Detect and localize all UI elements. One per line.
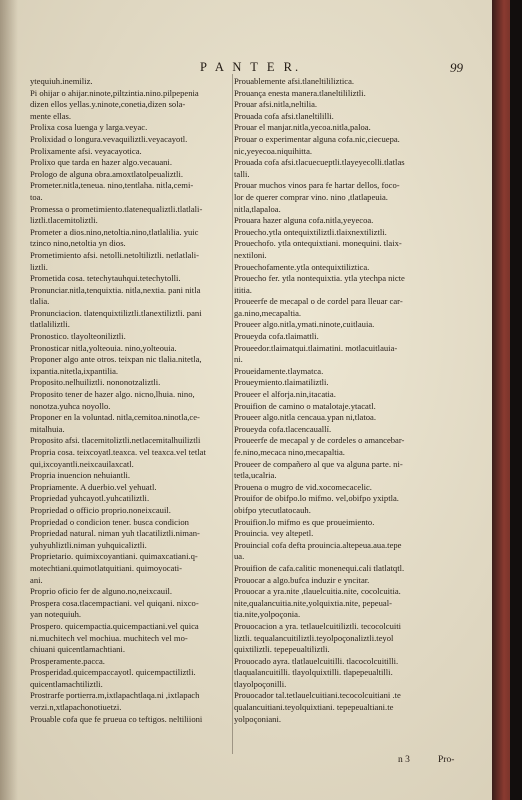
text-line: lor de querer comprar vino. nino ,tlatlapeuia. (234, 191, 388, 202)
text-line: Prouifor de obifpo.lo mifmo. vel,obifpo yxiptla. (234, 493, 399, 504)
text-line: Prouar o experimentar alguna cofa.nic,ciecuepa. (234, 133, 400, 144)
text-line: Promessa o prometimiento.tlatenequaliztli.tlatlali- (30, 203, 203, 214)
text-line: tlalia. (30, 296, 50, 307)
gutter-shadow (0, 0, 18, 800)
text-line: Prouocar a algo.bufca induzir e yncitar. (234, 574, 370, 585)
text-line: toa. (30, 191, 43, 202)
text-line: yolpoçoniani. (234, 713, 282, 724)
text-line: Prolixamente afsi. veyacayotica. (30, 145, 142, 156)
text-line: Pronunciar.nitla,tenquixtia. nitla,nextia. pani nitla (30, 284, 201, 295)
text-line: Proprietario. quimixcoyantiani. quimaxcatiani.q- (30, 551, 198, 562)
text-line: Prouifion de camino o matalotaje.ytacatl. (234, 400, 376, 411)
text-line: obifpo ytecutlatocauh. (234, 504, 311, 515)
text-line: Prouena o mugro de vid.xocomecacelic. (234, 481, 372, 492)
text-line: Propriedad natural. niman yuh tlacatiliztli.niman- (30, 528, 200, 539)
text-line: ani. (30, 574, 43, 585)
text-line: Proueerfe de mecapal y de cordeles o amancebar- (234, 435, 405, 446)
text-line: Prouocado ayra. tlatlauelcuitilli. tlacocolcuitilli. (234, 655, 399, 666)
text-line: Propriamente. A duerbio.vel yehuatl. (30, 481, 157, 492)
text-line: Prolixidad o longura.vevaquiliztli.veyacayotl. (30, 133, 188, 144)
text-line: Proposito.nelhuiliztli. nononotzaliztli. (30, 377, 161, 388)
text-line: Prospera cosa.tlacempactiani. vel quiqani. nixco- (30, 597, 199, 608)
text-line: mitalhuia. (30, 423, 65, 434)
text-line: Proueyda cofa.tlacencauallí. (234, 423, 332, 434)
text-line: Prolixo que tarda en hazer algo.vecauani. (30, 157, 172, 168)
text-line: Prostrarfe portierra.m,ixtlapachtlaqa.ni ,ixtlapach (30, 690, 200, 701)
text-line: Propria inuencion nehuiantli. (30, 470, 130, 481)
running-title: P A N T E R. (200, 60, 302, 74)
text-line: talli. (234, 168, 250, 179)
text-line: Prouecho fer. ytla nontequixtia. ytla ytechpa nicte (234, 273, 405, 284)
text-line: nite,qualancuitia.nite,yolquixtia.nite, pepeual- (234, 597, 392, 608)
signature-mark: n 3 (398, 755, 410, 765)
text-line: ni.muchitech vel mochiua. muchitech vel mo- (30, 632, 188, 643)
text-line: Propriedad o officio proprio.noneixcauil. (30, 504, 171, 515)
text-line: Prometimiento afsi. netolli.netoltiliztli. netlatlali- (30, 249, 199, 260)
text-line: Prouincia. vey altepetl. (234, 528, 314, 539)
text-line: liztli. (30, 261, 48, 272)
background-edge (510, 0, 522, 800)
text-line: yuhyuhliztli.niman yuhquicaliztli. (30, 539, 147, 550)
text-line: Prouara hazer alguna cofa.nitla,yeyecoa. (234, 215, 374, 226)
text-line: Propriedad o condicion tener. busca condicion (30, 516, 189, 527)
text-line: Proueedor.tlaimatqui.tlaimatini. motlacuitlauia- (234, 342, 398, 353)
text-line: nitla,tlapaloa. (234, 203, 281, 214)
right-column (234, 76, 456, 725)
text-line: Prouocador tal.tetlauelcuitiani.tecocolcuitiani .te (234, 690, 401, 701)
text-line: qui,ixcoyantli.neixcauilaxcatl. (30, 458, 134, 469)
text-line: nic,yeyecoa.niquihitta. (234, 145, 313, 156)
text-line: ititia. (234, 284, 252, 295)
text-line: Proueerfe de mecapal o de cordel para lleuar car- (234, 296, 403, 307)
text-line: fe.nino,mecaca nino,mecapaltia. (234, 447, 345, 457)
text-line: Prosperidad.quicempaccayotl. quicempactiliztli. (30, 667, 196, 678)
text-line: tzinco nino,netoltia yn dios. (30, 238, 126, 249)
text-line: qualancuitiani.teyolquixtiani. tepepeualtiani.te (234, 702, 394, 713)
text-line: Prouada cofa afsi.tlacuecueptli.tlayeyecolli.tlatlas (234, 157, 405, 168)
text-line: Prouar afsi.nitla,neltilia. (234, 99, 318, 110)
text-line: mente ellas. (30, 110, 72, 121)
text-line: Pronosticar nitla,yolteouia. nino,yolteouia. (30, 342, 177, 353)
text-line: Prouechofo. ytla ontequixtiani. monequini. tlaix- (234, 238, 402, 249)
text-line: Prometer.nitla,teneua. nino,tentlaha. nitla,cemi- (30, 180, 194, 191)
text-line: Prouifion de cafa.calitic monenequi.cali tlatlatqtl. (234, 562, 405, 573)
text-line: Proponer en la voluntad. nitla,cemitoa.ninotla,ce- (30, 412, 200, 423)
text-line: Prouança enesta manera.tlaneltililiztli. (234, 87, 366, 98)
text-line: Prouar el manjar.nitla,yecoa.nitla,paloa. (234, 122, 371, 133)
text-line: Prometer a dios.nino,netoltia.nino,tlatlalilia. yuic (30, 226, 199, 237)
text-line: Proueer algo.nitla cencaua.ypan ni,tlatoa. (234, 412, 376, 423)
text-line: ni. (234, 354, 243, 365)
text-line: ua. (234, 551, 245, 562)
text-line: Proprio oficio fer de alguno.no,neixcauil. (30, 586, 172, 597)
text-line: nonotza.yuhca noyollo. (30, 400, 111, 411)
text-line: Propria cosa. teixcoyatl.teaxca. vel teaxca.vel tetlat (30, 447, 206, 457)
text-line: verzi.n,xtlapachonotiuetzi. (30, 702, 122, 713)
column-rule (232, 74, 233, 754)
text-line: Prometida cosa. tetechytauhqui.tetechytolli. (30, 273, 181, 284)
text-line: Prospero. quicempactia.quicempactiani.vel quica (30, 620, 199, 631)
text-line: Proueyda cofa.tlaimattli. (234, 331, 319, 342)
text-line: Proposito afsi. tlacemitoliztli.netlacemitalhuiliztli (30, 435, 201, 446)
text-line: ytequiuh.inemiliz. (30, 76, 93, 86)
text-line: yan notequiuh. (30, 609, 82, 620)
text-line: Prosperamente.pacca. (30, 655, 105, 666)
text-line: liztli.tlacemitoliztli. (30, 215, 98, 226)
text-line: ga.nino,mecapaltia. (234, 307, 302, 318)
text-line: liztli. tequalancuitiliztli.teyolpoçonaliztli.teyol (234, 632, 394, 643)
catchword: Pro- (438, 755, 455, 765)
page-number: 99 (450, 60, 463, 75)
text-line: Pronunciacion. tlatenquixtiliztli.tlanextiliztli. pani (30, 307, 202, 318)
text-line: Pronostico. tlayolteoniliztli. (30, 331, 126, 342)
text-line: Prouable cofa que fe prueua co teftigos. neltiliioni (30, 713, 203, 724)
text-line: Prouar muchos vinos para fe hartar dellos, foco- (234, 180, 400, 191)
text-line: tlatlaliliztli. (30, 319, 70, 330)
text-line: Prouecho.ytla ontequixtiliztli.tlaixnextiliztli. (234, 226, 387, 237)
text-line: Proposito tener de hazer algo. nicno,lhuia. nino, (30, 389, 195, 400)
left-column (30, 76, 230, 725)
text-line: tia.nite,yolpoçonia. (234, 609, 301, 620)
text-line: quixtiliztli. tepepeualtiliztli. (234, 644, 330, 655)
text-line: tlaqualancuitilli. tlayolquixtilli. tlapepeualtilli. (234, 667, 393, 678)
text-line: tlayolpoçonilli. (234, 678, 287, 689)
text-line: Prouincial cofa defta prouincia.altepeua.aua.tepe (234, 539, 402, 550)
text-line: Prouablemente afsi.tlaneltililiztica. (234, 76, 355, 86)
text-line: quicentlamachtiliztli. (30, 678, 103, 689)
text-line: chiuani quicentlamachtiani. (30, 644, 125, 655)
text-line: Proponer algo ante otros. teixpan nic tlalia.nitetla, (30, 354, 202, 365)
text-line: Proueer de compañero al que va alguna parte. ni- (234, 458, 403, 469)
text-line: Proueidamente.tlaymatca. (234, 365, 324, 376)
text-line: Prouada cofa afsi.tlaneltililli. (234, 110, 334, 121)
text-line: nextiloni. (234, 249, 267, 260)
text-line: Prolixa cosa luenga y larga.veyac. (30, 122, 148, 133)
text-line: dizen ellos yellas.y.ninote,conetia,dizen sola- (30, 99, 186, 110)
text-line: Proueer algo.nitla,ymati.ninote,cuitlauia. (234, 319, 375, 330)
text-line: tetla,ucalria. (234, 470, 277, 481)
text-line: Prouifion.lo mifmo es que proueimiento. (234, 516, 375, 527)
text-line: motechtiani.quimotlatquitiani. quimoyocati- (30, 562, 183, 573)
text-line: Prouocar a yra.nite ,tlauelcuitia.nite, cocolcuitia. (234, 586, 401, 597)
text-line: Proueymiento.tlaimatiliztli. (234, 377, 329, 388)
text-line: Pi ohijar o ahijar.ninote,piltzintia.nino.pilpepenia (30, 87, 199, 98)
page-footer (0, 755, 492, 767)
text-line: Prouocacion a yra. tetlauelcuitiliztli. tecocolcuiti (234, 620, 402, 631)
text-line: Propriedad yuhcayotl.yuhcatiliztli. (30, 493, 150, 504)
text-line: Proueer el alforja.nin,itacatia. (234, 389, 336, 400)
text-line: Prouechofamente.ytla ontequixtiliztica. (234, 261, 370, 272)
text-line: ixpantia.nitetla,ixpantilia. (30, 365, 119, 376)
text-line: Prologo de alguna obra.amoxtlatolpeualiztli. (30, 168, 183, 179)
